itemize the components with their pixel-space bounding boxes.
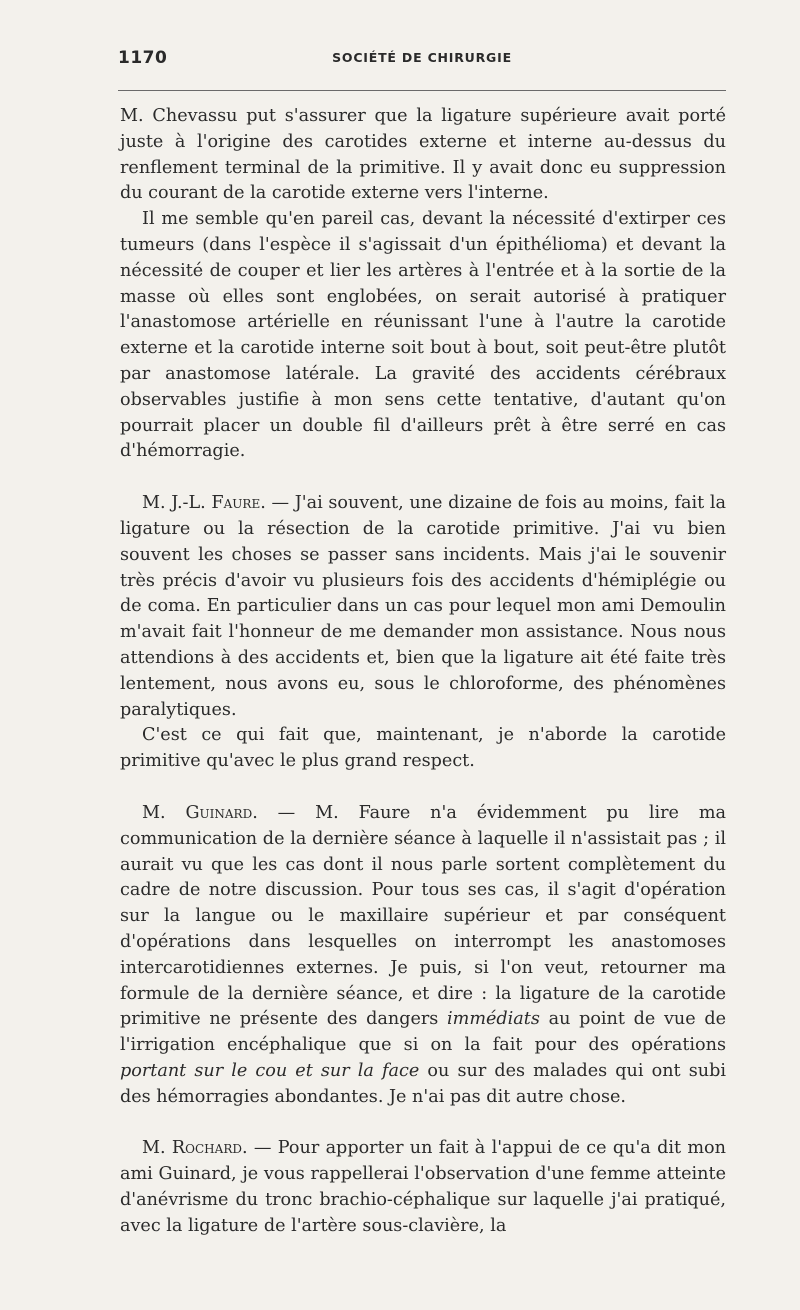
speaker-name: M. Guinard.: [142, 802, 258, 823]
paragraph-guinard: M. Guinard. — M. Faure n'a évidemment pu lire ma communication de la dernière séance à laquelle il n'assistait pas ; il aurait vu que les cas dont il nous parle sortent complètement du cadre de notre discussion. Pour tous ses cas, il s'agit d'opération sur la langue ou le maxillaire supérieur et par conséquent d'opérations dans lesquelles on interrompt les anastomoses intercarotidiennes externes. Je puis, si l'on veut, retourner ma formule de la dernière séance, et dire : la ligature de la carotide primitive ne présente des dangers immédiats au point de vue de l'irrigation encéphalique que si on la fait pour des opérations portant sur le cou et sur la face ou sur des malades qui ont subi des hémorragies abondantes. Je n'ai pas dit autre chose.: [120, 802, 727, 1107]
paragraph-faure-conclusion: C'est ce qui fait que, maintenant, je n'aborde la carotide primitive qu'avec le plus grand respect.: [120, 725, 726, 772]
speaker-name: M. J.-L. Faure.: [142, 493, 266, 514]
emphasis-cou-face: portant sur le cou et sur la face: [120, 1060, 420, 1081]
speaker-name: M. Rochard.: [142, 1138, 248, 1159]
body-text: [120, 104, 726, 1240]
running-title: SOCIÉTÉ DE CHIRURGIE: [332, 50, 512, 65]
paragraph-anastomose: Il me semble qu'en pareil cas, devant la nécessité d'extirper ces tumeurs (dans l'espèce il s'agissait d'un épithélioma) et devant la nécessité de couper et lier les artères à l'entrée et à la sortie de la masse où elles sont englobées, on serait autorisé à pratiquer l'anastomose artérielle en réunissant l'une à l'autre la carotide externe et la carotide interne soit bout à bout, soit peut-être plutôt par anastomose latérale. La gravité des accidents cérébraux observables justifie à mon sens cette tentative, d'autant qu'on pourrait placer un double fil d'ailleurs prêt à être serré en cas d'hémorragie.: [120, 209, 726, 462]
emphasis-immediats: immédiats: [447, 1009, 540, 1030]
paragraph-rochard: M. Rochard. — Pour apporter un fait à l'appui de ce qu'a dit mon ami Guinard, je vous rappellerai l'observation d'une femme atteinte d'anévrisme du tronc brachio-céphalique sur laquelle j'ai pratiqué, avec la ligature de l'artère sous-clavière, la: [120, 1138, 726, 1236]
page-header: [118, 48, 726, 78]
paragraph-faure: M. J.-L. Faure. — J'ai souvent, une dizaine de fois au moins, fait la ligature ou la résection de la carotide primitive. J'ai vu bien souvent les choses se passer sans incidents. Mais j'ai le souvenir très précis d'avoir vu plusieurs fois des accidents d'hémiplégie ou de coma. En particulier dans un cas pour lequel mon ami Demoulin m'avait fait l'honneur de me demander mon assistance. Nous nous attendions à des accidents et, bien que la ligature ait été faite très lentement, nous avons eu, sous le chloroforme, des phénomènes paralytiques.: [120, 493, 726, 720]
header-rule: [118, 90, 726, 91]
page-number: 1170: [118, 48, 168, 68]
paragraph-chevassu: M. Chevassu put s'assurer que la ligature supérieure avait porté juste à l'origine des carotides externe et interne au-dessus du renflement terminal de la primitive. Il y avait donc eu suppression du courant de la carotide externe vers l'interne.: [120, 106, 726, 204]
